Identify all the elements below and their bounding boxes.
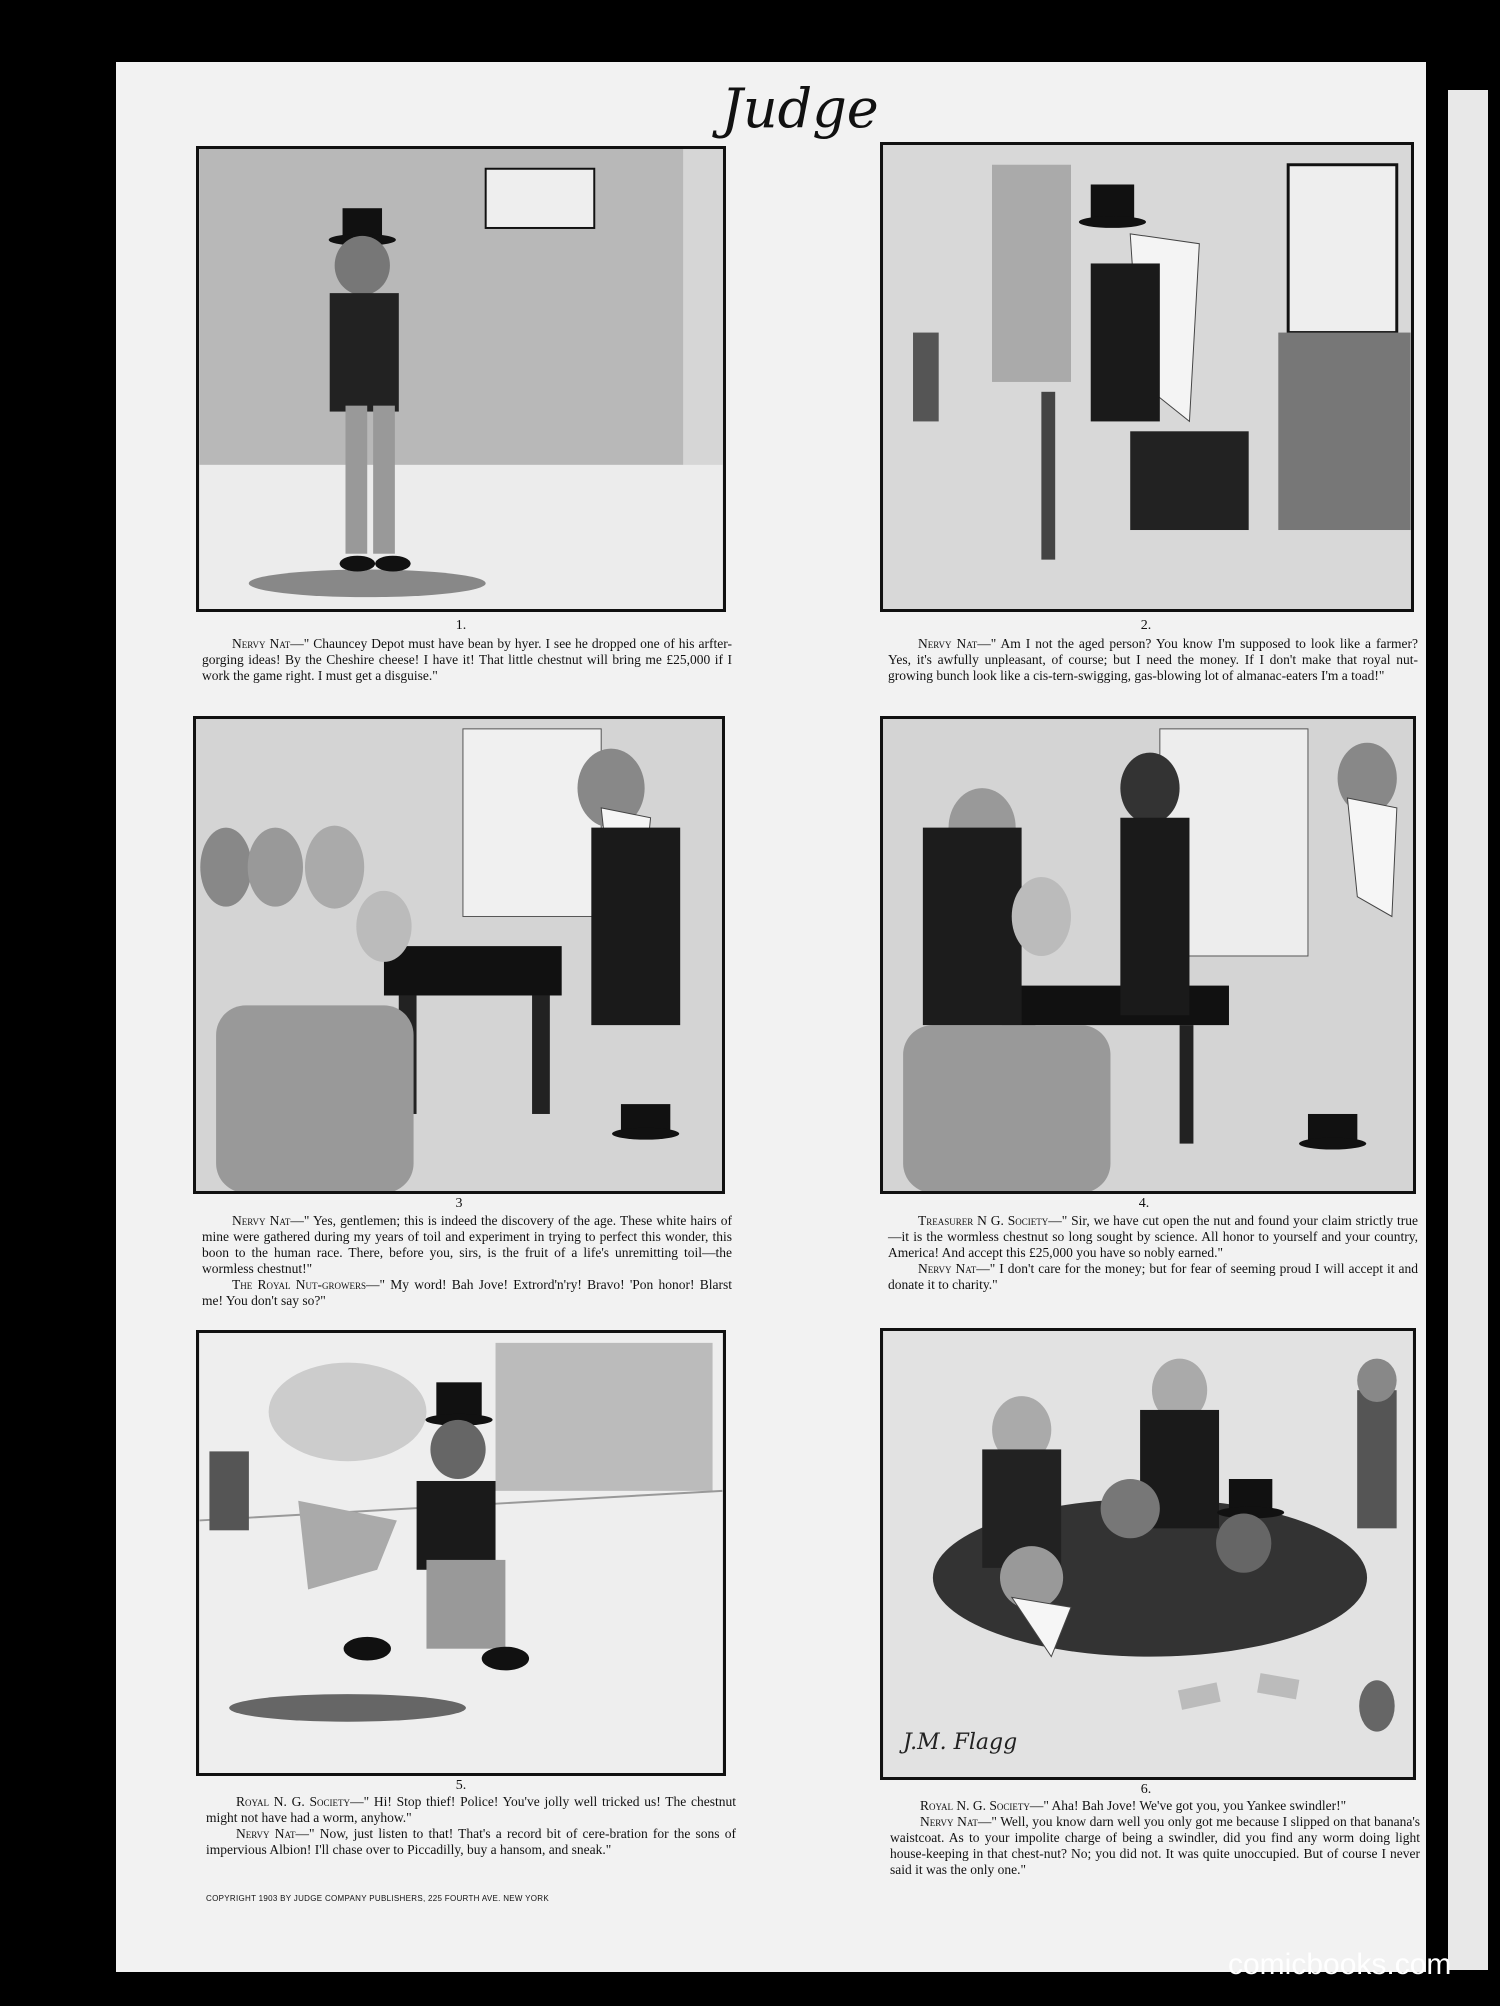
panel-2-caption — [888, 636, 1418, 684]
panel-6-number: 6. — [1140, 1782, 1152, 1797]
panel-3-drawing — [196, 719, 722, 1191]
panel-6-illustration — [880, 1328, 1416, 1780]
panel-2-speaker: Nervy Nat — [918, 636, 978, 651]
panel-4-speaker: Treasurer N G. Society — [918, 1213, 1049, 1228]
panel-3-speaker-2: The Royal Nut-growers — [232, 1277, 366, 1292]
panel-4-drawing — [883, 719, 1413, 1191]
panel-6-dialogue: —" Aha! Bah Jove! We've got you, you Yankee swindler!" — [1029, 1798, 1347, 1813]
watermark: comicbooks.com — [1228, 1948, 1452, 1981]
panel-5-caption — [206, 1794, 736, 1858]
panel-1-speaker: Nervy Nat — [232, 636, 291, 651]
panel-1-caption — [202, 636, 732, 684]
panel-6-speaker-2: Nervy Nat — [920, 1814, 978, 1829]
panel-5-drawing — [199, 1333, 723, 1773]
panel-4-dialogue-2: —" I don't care for the money; but for fear of seeming proud I will accept it and donate it to charity." — [888, 1261, 1419, 1292]
panel-4-dialogue: —" Sir, we have cut open the nut and found your claim strictly true—it is the wormless chestnut so long sought by science. All honor to yourself and your country, America! And accept this £25,000 you have so nobly earned." — [888, 1213, 1418, 1260]
panel-3-dialogue-2: —" My word! Bah Jove! Extrord'n'ry! Bravo! 'Pon honor! Blarst me! You don't say so?" — [202, 1277, 732, 1308]
panel-4-number: 4. — [1138, 1196, 1150, 1211]
panel-1-dialogue: —" Chauncey Depot must have bean by hyer. I see he dropped one of his arfter-gorging ideas! By the Cheshire cheese! I have it! That little chestnut will bring me £25,000 if I work the game right. I must get a disguise." — [202, 636, 732, 683]
panel-4-illustration — [880, 716, 1416, 1194]
panel-2-dialogue: —" Am I not the aged person? You know I'm supposed to look like a farmer? Yes, it's awfully unpleasant, of course; but I need the money. If I don't make that royal nut-growing bunch look like a cis-tern-swigging, gas-blowing lot of almanac-eaters I'm a toad!" — [888, 636, 1418, 683]
panel-4-caption — [888, 1213, 1418, 1293]
panel-3-speaker: Nervy Nat — [232, 1213, 291, 1228]
panel-2-number: 2. — [1140, 618, 1152, 633]
panel-3-dialogue: —" Yes, gentlemen; this is indeed the discovery of the age. These white hairs of mine were gathered during my years of toil and experiment in trying to perfect this wonder, this boon to the human race. There, before you, sirs, is the fruit of a life's unremitting toil—the wormless chestnut!" — [202, 1213, 732, 1276]
panel-5-number: 5. — [455, 1778, 467, 1793]
panel-6-dialogue-2: —" Well, you know darn well you only got me because I slipped on that banana's waistcoat. As to your impolite charge of being a swindler, did you find any worm doing light house-keeping in that chest-nut? No; you did not. It was quite unoccupied. But of course I never said it was the only one." — [890, 1814, 1421, 1877]
copyright-line: COPYRIGHT 1903 BY JUDGE COMPANY PUBLISHERS, 225 FOURTH AVE. NEW YORK — [206, 1894, 550, 1903]
panel-6-drawing — [883, 1331, 1413, 1777]
panel-5-speaker-2: Nervy Nat — [236, 1826, 296, 1841]
panel-1-illustration — [196, 146, 726, 612]
panel-5-speaker: Royal N. G. Society — [236, 1794, 351, 1809]
panel-4-speaker-2: Nervy Nat — [918, 1261, 977, 1276]
panel-2-drawing — [883, 145, 1411, 609]
panel-6-caption — [890, 1798, 1420, 1878]
panel-3-number: 3 — [455, 1196, 463, 1211]
panel-2-illustration — [880, 142, 1414, 612]
panel-1-number: 1. — [455, 618, 467, 633]
masthead-logo: Judge — [721, 77, 879, 140]
next-page-edge — [1448, 90, 1488, 1970]
panel-3-illustration — [193, 716, 725, 1194]
panel-1-drawing — [199, 149, 723, 609]
artist-signature: J.M. Flagg — [903, 1730, 1018, 1755]
panel-5-dialogue: —" Hi! Stop thief! Police! You've jolly well tricked us! The chestnut might not have had a worm, anyhow." — [206, 1794, 736, 1825]
panel-5-dialogue-2: —" Now, just listen to that! That's a record bit of cere-bration for the sons of impervious Albion! I'll chase over to Piccadilly, buy a hansom, and sneak." — [206, 1826, 737, 1857]
panel-5-illustration — [196, 1330, 726, 1776]
panel-3-caption — [202, 1213, 732, 1309]
panel-6-speaker: Royal N. G. Society — [920, 1798, 1030, 1813]
